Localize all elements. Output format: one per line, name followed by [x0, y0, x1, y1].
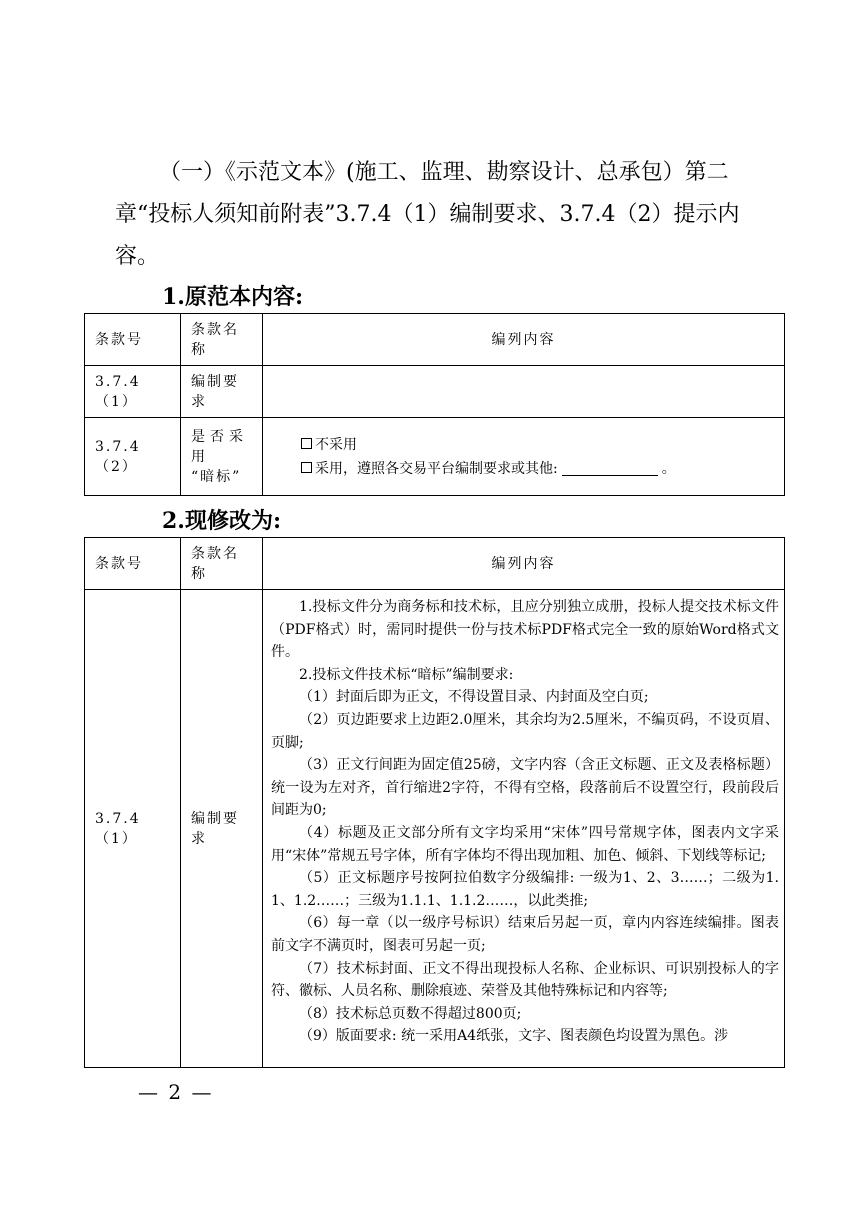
- table-header-row: [85, 538, 785, 590]
- clause-content: [263, 590, 785, 1068]
- original-clause-table: [84, 313, 785, 496]
- content-paragraph: （7）技术标封面、正文不得出现投标人名称、企业标识、可识别投标人的字符、徽标、人员名称、删除痕迹、荣誉及其他特殊标记和内容等;: [271, 960, 779, 1000]
- header-clause-name: 条款名称: [181, 314, 263, 366]
- header-clause-number: 条款号: [85, 314, 181, 366]
- content-paragraph: （1）封面后即为正文，不得设置目录、内封面及空白页;: [299, 689, 649, 706]
- header-content: 编列内容: [263, 314, 785, 366]
- option-label: 采用，遵照各交易平台编制要求或其他:: [315, 460, 558, 477]
- table-row: [85, 418, 785, 496]
- clause-number: 3.7.4（1）: [85, 590, 181, 1068]
- header-clause-name: 条款名称: [181, 538, 263, 590]
- option-label: 不采用: [315, 436, 357, 453]
- clause-number: 3.7.4（2）: [85, 418, 181, 496]
- checkbox-icon[interactable]: [301, 438, 312, 449]
- header-clause-number: 条款号: [85, 538, 181, 590]
- content-paragraph: 2.投标文件技术标“暗标”编制要求:: [299, 666, 514, 683]
- clause-name: 编制要求: [181, 590, 263, 1068]
- checkbox-icon[interactable]: [301, 462, 312, 473]
- modified-clause-table: [84, 537, 785, 1068]
- clause-name: 编制要求: [181, 366, 263, 418]
- content-paragraph: （8）技术标总页数不得超过800页;: [299, 1005, 522, 1022]
- clause-name-line: “暗标”: [191, 468, 242, 485]
- table-header-row: [85, 314, 785, 366]
- clause-content: [263, 366, 785, 418]
- option-adopt: [273, 457, 774, 481]
- fill-in-blank: [562, 461, 658, 476]
- header-content: 编列内容: [263, 538, 785, 590]
- content-paragraph: （3）正文行间距为固定值25磅，文字内容（含正文标题、正文及表格标题）统一设为左对齐，首行缩进2字符，不得有空格，段落前后不设置空行，段前段后间距为0;: [271, 757, 779, 819]
- option-end: 。: [661, 460, 676, 477]
- clause-name: [181, 418, 263, 496]
- table-row: [85, 590, 785, 1068]
- modified-section-title: 2.现修改为:: [162, 508, 282, 534]
- clause-options: [263, 418, 785, 496]
- content-paragraph: （9）版面要求: 统一采用A4纸张，文字、图表颜色均设置为黑色。涉: [299, 1028, 729, 1045]
- content-paragraph: （5）正文标题序号按阿拉伯数字分级编排: 一级为1、2、3……；二级为1.1、1.2……；三级为1.1.1、1.1.2……，以此类推;: [271, 870, 779, 909]
- option-not-adopt: [273, 433, 774, 457]
- original-section-title: 1.原范本内容:: [162, 284, 304, 310]
- clause-number: 3.7.4（1）: [85, 366, 181, 418]
- intro-paragraph: （一）《示范文本》(施工、监理、勘察设计、总承包）第二章“投标人须知前附表”3.7.4（1）编制要求、3.7.4（2）提示内容。: [115, 160, 740, 269]
- content-paragraph: 1.投标文件分为商务标和技术标，且应分别独立成册，投标人提交技术标文件（PDF格式）时，需同时提供一份与技术标PDF格式完全一致的原始Word格式文件。: [271, 599, 779, 661]
- page-number: — 2 —: [138, 1080, 214, 1104]
- content-paragraph: （6）每一章（以一级序号标识）结束后另起一页，章内内容连续编排。图表前文字不满页时，图表可另起一页;: [271, 915, 779, 954]
- content-paragraph: （4）标题及正文部分所有文字均采用“宋体”四号常规字体，图表内文字采用“宋体”常规五号字体，所有字体均不得出现加粗、加色、倾斜、下划线等标记;: [271, 824, 779, 864]
- clause-name-line: 是否采用: [191, 428, 248, 465]
- table-row: [85, 366, 785, 418]
- content-paragraph: （2）页边距要求上边距2.0厘米，其余均为2.5厘米，不编页码，不设页眉、页脚;: [271, 711, 779, 751]
